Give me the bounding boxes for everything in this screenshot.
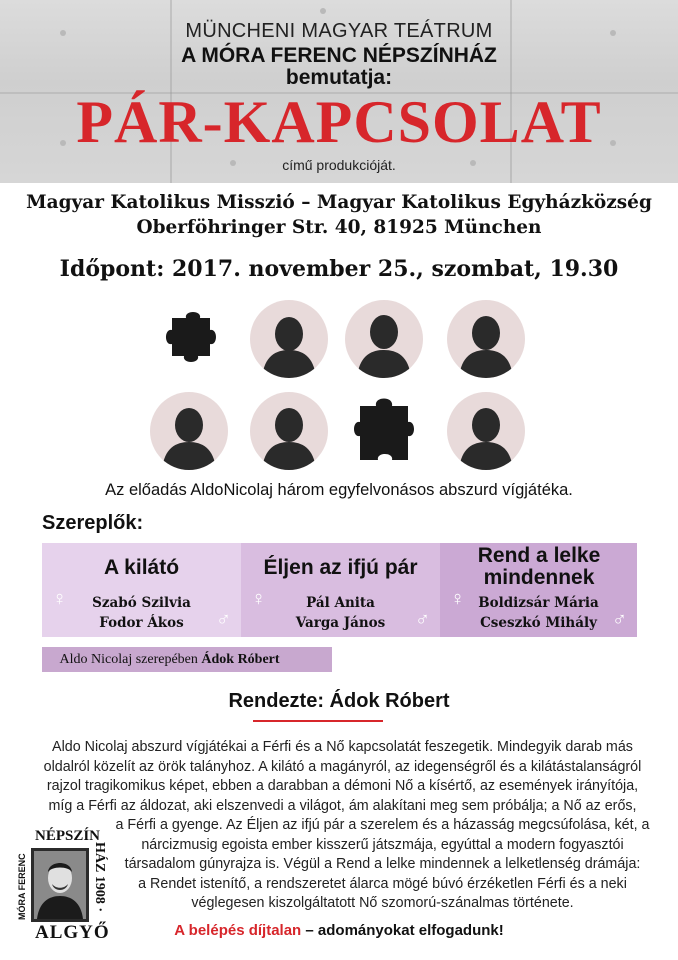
show-description: Az előadás AldoNicolaj három egyfelvonásos abszurd vígjátéka. [105, 481, 573, 499]
logo-haz-text: HÁZ [92, 842, 107, 873]
synopsis-line: míg a Férfi az áldozat, aki elszenvedi a világot, ám alakítani meg sem próbálja; a Nő az erős, [48, 797, 637, 814]
entry-note [0, 922, 678, 939]
theatre-name: MÜNCHENI MAGYAR TEÁTRUM [185, 20, 493, 42]
male-symbol-icon: ♂ [216, 609, 231, 631]
aldo-role-label: Aldo Nicolaj szerepében [59, 652, 202, 667]
person-avatar-icon [447, 392, 525, 470]
puzzle-piece-icon [352, 392, 418, 464]
venue-org: Magyar Katolikus Misszió – Magyar Katolikus Egyházközség [26, 192, 652, 213]
synopsis-line: nárcizmusig egoista ember kisszerű játszmája, egyúttal a modern fogyasztói [141, 836, 624, 853]
female-symbol-icon: ♀ [450, 588, 465, 610]
presents-label: bemutatja: [285, 66, 393, 89]
person-avatar-icon [250, 392, 328, 470]
male-symbol-icon: ♂ [415, 609, 430, 631]
company-name: A MÓRA FERENC NÉPSZÍNHÁZ [181, 44, 497, 67]
venue-address: Oberföhringer Str. 40, 81925 München [136, 217, 542, 238]
person-avatar-icon [150, 392, 228, 470]
play-title: A kilátó [103, 556, 180, 579]
event-date: Időpont: 2017. november 25., szombat, 19.30 [59, 256, 619, 282]
person-avatar-icon [345, 300, 423, 378]
play-card [440, 543, 637, 637]
actor-name: Cseszkó Mihály [480, 615, 597, 631]
wall-bolt [320, 8, 326, 14]
male-symbol-icon: ♂ [612, 609, 627, 631]
actress-name: Boldizsár Mária [478, 595, 599, 611]
logo-bottom-text: ALGYŐ [35, 922, 110, 943]
synopsis-line: társadalom gúnyrajza is. Végül a Rend a lelke mindennek a lelketlenség drámája: [124, 856, 641, 872]
play-title: Rend a lelke mindennek [477, 544, 601, 589]
play-card [42, 543, 241, 637]
divider [253, 720, 383, 722]
actor-name: Varga János [295, 615, 386, 631]
synopsis-line: véglegesen kiszolgáltatott Nő szomorú-szánalmas története. [191, 895, 574, 911]
logo-top-text: NÉPSZÍN [35, 828, 101, 844]
donation-text: – adományokat elfogadunk! [301, 922, 504, 939]
actress-name: Pál Anita [306, 595, 375, 611]
cast-heading: Szereplők: [42, 512, 144, 534]
synopsis [30, 738, 655, 914]
free-entry-text: A belépés díjtalan [174, 922, 302, 939]
female-symbol-icon: ♀ [52, 588, 67, 610]
portrait-icon [31, 848, 89, 922]
play-card [241, 543, 440, 637]
play-title: Éljen az ifjú pár [263, 556, 418, 579]
person-avatar-icon [447, 300, 525, 378]
logo-side-text [91, 842, 107, 924]
logo-side-text: MÓRA FERENC [17, 853, 27, 920]
actor-name: Fodor Ákos [99, 615, 184, 631]
synopsis-line: rajzol tragikomikus képet, ebben a darabban a démoni Nő a kísértő, az események irányítója, [46, 778, 639, 794]
puzzle-piece-icon [158, 304, 224, 370]
aldo-actor-name: Ádok Róbert [201, 652, 280, 667]
synopsis-line: a Rendet istenítő, a rendszeretet álarca mögé búvó érzéketlen Férfi és a neki [138, 875, 627, 892]
synopsis-line: a Férfi a gyenge. Az Éljen az ifjú pár a szerelem és a házasság megcsúfolása, két, a [115, 817, 650, 833]
synopsis-line: Aldo Nicolaj abszurd vígjátékai a Férfi és a Nő kapcsolatát feszegetik. Mindegyik darab más [52, 739, 633, 755]
synopsis-line: oldalról közelít az örök talányhoz. A kilátó a magányról, az idegenségről és a kilátástalanságról [43, 758, 642, 775]
logo-year-text: 1908 · [92, 875, 107, 913]
female-symbol-icon: ♀ [251, 588, 266, 610]
aldo-role-bar [42, 647, 332, 672]
person-avatar-icon [250, 300, 328, 378]
director-credit: Rendezte: Ádok Róbert [228, 690, 450, 712]
production-label: című produkcióját. [282, 157, 396, 173]
actress-name: Szabó Szilvia [92, 595, 191, 611]
play-title: PÁR-KAPCSOLAT [76, 89, 602, 155]
